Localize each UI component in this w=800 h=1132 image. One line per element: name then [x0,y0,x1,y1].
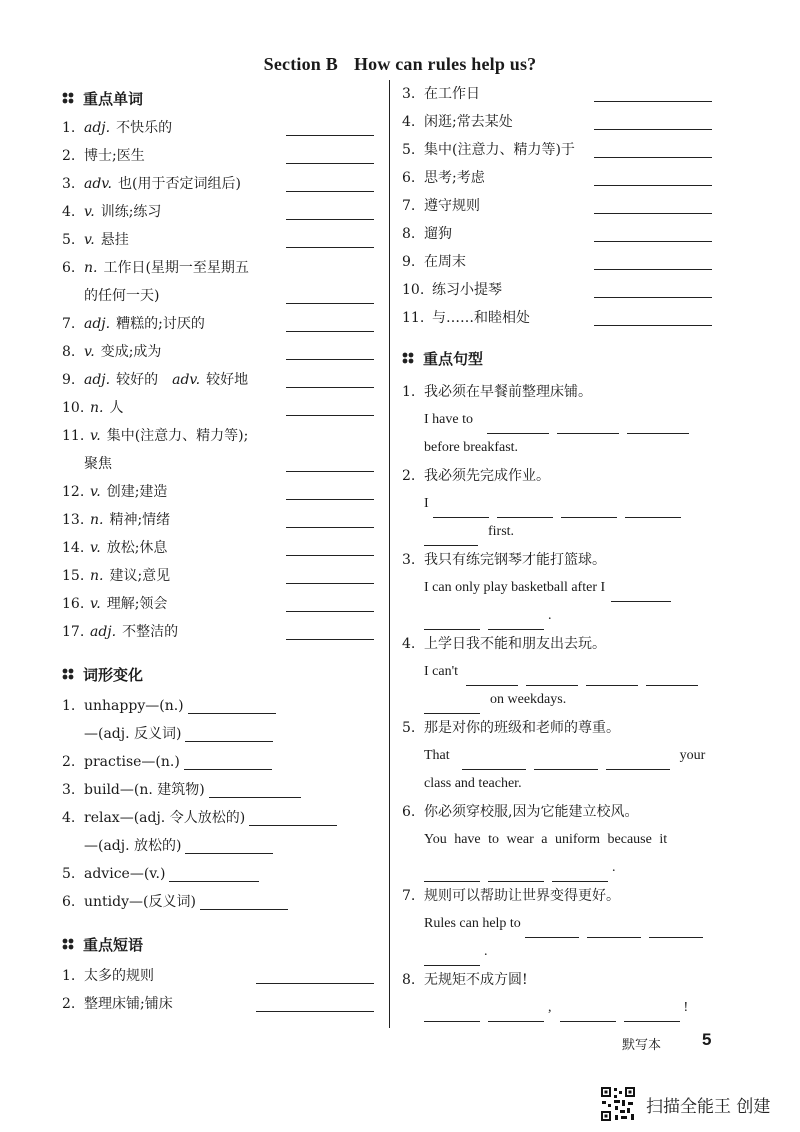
word-form-item: —(adj. 反义词) [62,720,374,748]
answer-blank[interactable] [185,837,273,854]
answer-blank[interactable] [256,967,374,984]
vocab-item: 12. v. 创建;建造 [62,478,374,506]
qr-code-icon [600,1086,636,1122]
vocab-item: 10. n. 人 [62,394,374,422]
answer-blank[interactable] [424,949,480,966]
phrase-item: 11. 与……和睦相处 [402,304,712,332]
vocab-item: 2. 博士;医生 [62,142,374,170]
vocab-item: 17. adj. 不整洁的 [62,618,374,646]
answer-blank[interactable] [594,169,712,186]
answer-blank[interactable] [611,585,671,602]
answer-blank[interactable] [424,1005,480,1022]
word-form-item: 4. relax—(adj. 令人放松的) [62,804,374,832]
right-column [402,80,712,1022]
vocab-item: 13. n. 精神;情绪 [62,506,374,534]
sentence-item: 5. 那是对你的班级和老师的尊重。 [402,720,620,736]
answer-blank[interactable] [488,1005,544,1022]
sentence-item: 8. 无规矩不成方圆! [402,972,528,988]
answer-blank[interactable] [286,287,374,304]
left-column [62,84,374,1018]
answer-blank[interactable] [424,697,480,714]
phrase-item: 7. 遵守规则 [402,192,712,220]
answer-blank[interactable] [594,309,712,326]
answer-blank[interactable] [624,1005,680,1022]
phrase-item: 4. 闲逛;常去某处 [402,108,712,136]
phrase-item: 3. 在工作日 [402,80,712,108]
word-form-item: 1. unhappy—(n.) [62,692,374,720]
answer-blank[interactable] [557,417,619,434]
answer-blank[interactable] [488,865,544,882]
clover-icon [62,938,74,950]
answer-blank[interactable] [433,501,489,518]
word-form-item: 2. practise—(n.) [62,748,374,776]
answer-blank[interactable] [286,539,374,556]
answer-blank[interactable] [526,669,578,686]
answer-blank[interactable] [209,781,301,798]
answer-blank[interactable] [587,921,641,938]
sentence-item: 2. 我必须先完成作业。 [402,468,550,484]
footer-book-label: 默写本 [622,1038,662,1053]
phrase-list-right [402,80,712,332]
answer-blank[interactable] [594,141,712,158]
sentence-list: 1. 我必须在早餐前整理床铺。 I have to before breakfast. 2. 我必须先完成作业。 I first. 3. 我只有练完钢琴才能打篮球。 I can only play basketball after I . 4. 上学日我不能和朋友出去玩。 I can't on weekdays. 5. 那是对你的班级和老师的尊重。 That your class and teacher. 6. 你必须穿校服,因为它能建立校风。 You have to wear a uniform because it . 7. 规则可以帮助让世界变得更好。 Rules can help to . 8. 无规矩不成方圆! , ! [402,378,712,1022]
vocab-item: 1. adj. 不快乐的 [62,114,374,142]
answer-blank[interactable] [249,809,337,826]
answer-blank[interactable] [200,893,288,910]
scanner-watermark: 扫描全能王 创建 [600,1086,770,1122]
answer-blank[interactable] [487,417,549,434]
answer-blank[interactable] [552,865,608,882]
vocab-item: 5. v. 悬挂 [62,226,374,254]
section-heading-vocab: 重点单词 [62,84,374,112]
answer-blank[interactable] [424,613,480,630]
section-heading-sentences: 重点句型 [402,344,712,372]
answer-blank[interactable] [525,921,579,938]
vocab-item: 4. v. 训练;练习 [62,198,374,226]
vocab-item: 9. adj. 较好的 adv. 较好地 [62,366,374,394]
answer-blank[interactable] [286,567,374,584]
phrase-item: 9. 在周末 [402,248,712,276]
answer-blank[interactable] [646,669,698,686]
answer-blank[interactable] [286,595,374,612]
sentence-item: 4. 上学日我不能和朋友出去玩。 [402,636,606,652]
answer-blank[interactable] [625,501,681,518]
answer-blank[interactable] [286,399,374,416]
answer-blank[interactable] [286,511,374,528]
phrase-item: 8. 遛狗 [402,220,712,248]
sentence-item: 3. 我只有练完钢琴才能打篮球。 [402,552,606,568]
word-form-item: —(adj. 放松的) [62,832,374,860]
clover-icon [62,668,74,680]
clover-icon [402,352,414,364]
vocab-item: 6. n. 工作日(星期一至星期五 [62,260,249,276]
answer-blank[interactable] [286,175,374,192]
phrase-item: 5. 集中(注意力、精力等)于 [402,136,712,164]
word-form-item: 3. build—(n. 建筑物) [62,776,374,804]
answer-blank[interactable] [594,225,712,242]
answer-blank[interactable] [169,865,259,882]
answer-blank[interactable] [286,371,374,388]
answer-blank[interactable] [184,753,272,770]
answer-blank[interactable] [185,725,273,742]
section-question: How can rules help us? [353,54,537,74]
answer-blank[interactable] [286,119,374,136]
answer-blank[interactable] [586,669,638,686]
vocab-item: 7. adj. 糟糕的;讨厌的 [62,310,374,338]
phrase-item: 2. 整理床铺;铺床 [62,990,374,1018]
answer-blank[interactable] [561,501,617,518]
answer-blank[interactable] [649,921,703,938]
answer-blank[interactable] [286,623,374,640]
answer-blank[interactable] [594,253,712,270]
answer-blank[interactable] [424,865,480,882]
answer-blank[interactable] [627,417,689,434]
phrase-item: 1. 太多的规则 [62,962,374,990]
vocab-item-continued: 的任何一天) [62,282,374,310]
answer-blank[interactable] [594,197,712,214]
answer-blank[interactable] [560,1005,616,1022]
sentence-item: 1. 我必须在早餐前整理床铺。 [402,384,592,400]
answer-blank[interactable] [286,231,374,248]
vocab-item: 14. v. 放松;休息 [62,534,374,562]
page-title [0,54,800,75]
vocab-item: 16. v. 理解;领会 [62,590,374,618]
word-form-list [62,692,374,916]
answer-blank[interactable] [497,501,553,518]
answer-blank[interactable] [466,669,518,686]
phrase-item: 6. 思考;考虑 [402,164,712,192]
answer-blank[interactable] [594,85,712,102]
vocab-item: 11. v. 集中(注意力、精力等); [62,428,249,444]
section-label: Section B [263,54,338,74]
answer-blank[interactable] [286,455,374,472]
answer-blank[interactable] [424,529,478,546]
vocab-item: 3. adv. 也(用于否定词组后) [62,170,374,198]
vocab-item: 15. n. 建议;意见 [62,562,374,590]
page-number: 5 [702,1030,712,1049]
answer-blank[interactable] [286,483,374,500]
vocab-item-continued: 聚焦 [62,450,374,478]
answer-blank[interactable] [594,281,712,298]
section-heading-word-forms: 词形变化 [62,660,374,688]
answer-blank[interactable] [286,147,374,164]
answer-blank[interactable] [488,613,544,630]
answer-blank[interactable] [286,203,374,220]
phrase-item: 10. 练习小提琴 [402,276,712,304]
sentence-item: 7. 规则可以帮助让世界变得更好。 [402,888,620,904]
vocab-list [62,114,374,646]
answer-blank[interactable] [534,753,598,770]
word-form-item: 6. untidy—(反义词) [62,888,374,916]
answer-blank[interactable] [286,343,374,360]
answer-blank[interactable] [462,753,526,770]
answer-blank[interactable] [256,995,374,1012]
clover-icon [62,92,74,104]
word-form-item: 5. advice—(v.) [62,860,374,888]
section-heading-phrases: 重点短语 [62,930,374,958]
answer-blank[interactable] [594,113,712,130]
sentence-item: 6. 你必须穿校服,因为它能建立校风。 [402,804,639,820]
vocab-item: 8. v. 变成;成为 [62,338,374,366]
answer-blank[interactable] [286,315,374,332]
answer-blank[interactable] [188,697,276,714]
phrase-list-left [62,962,374,1018]
answer-blank[interactable] [606,753,670,770]
column-divider [389,80,390,1028]
